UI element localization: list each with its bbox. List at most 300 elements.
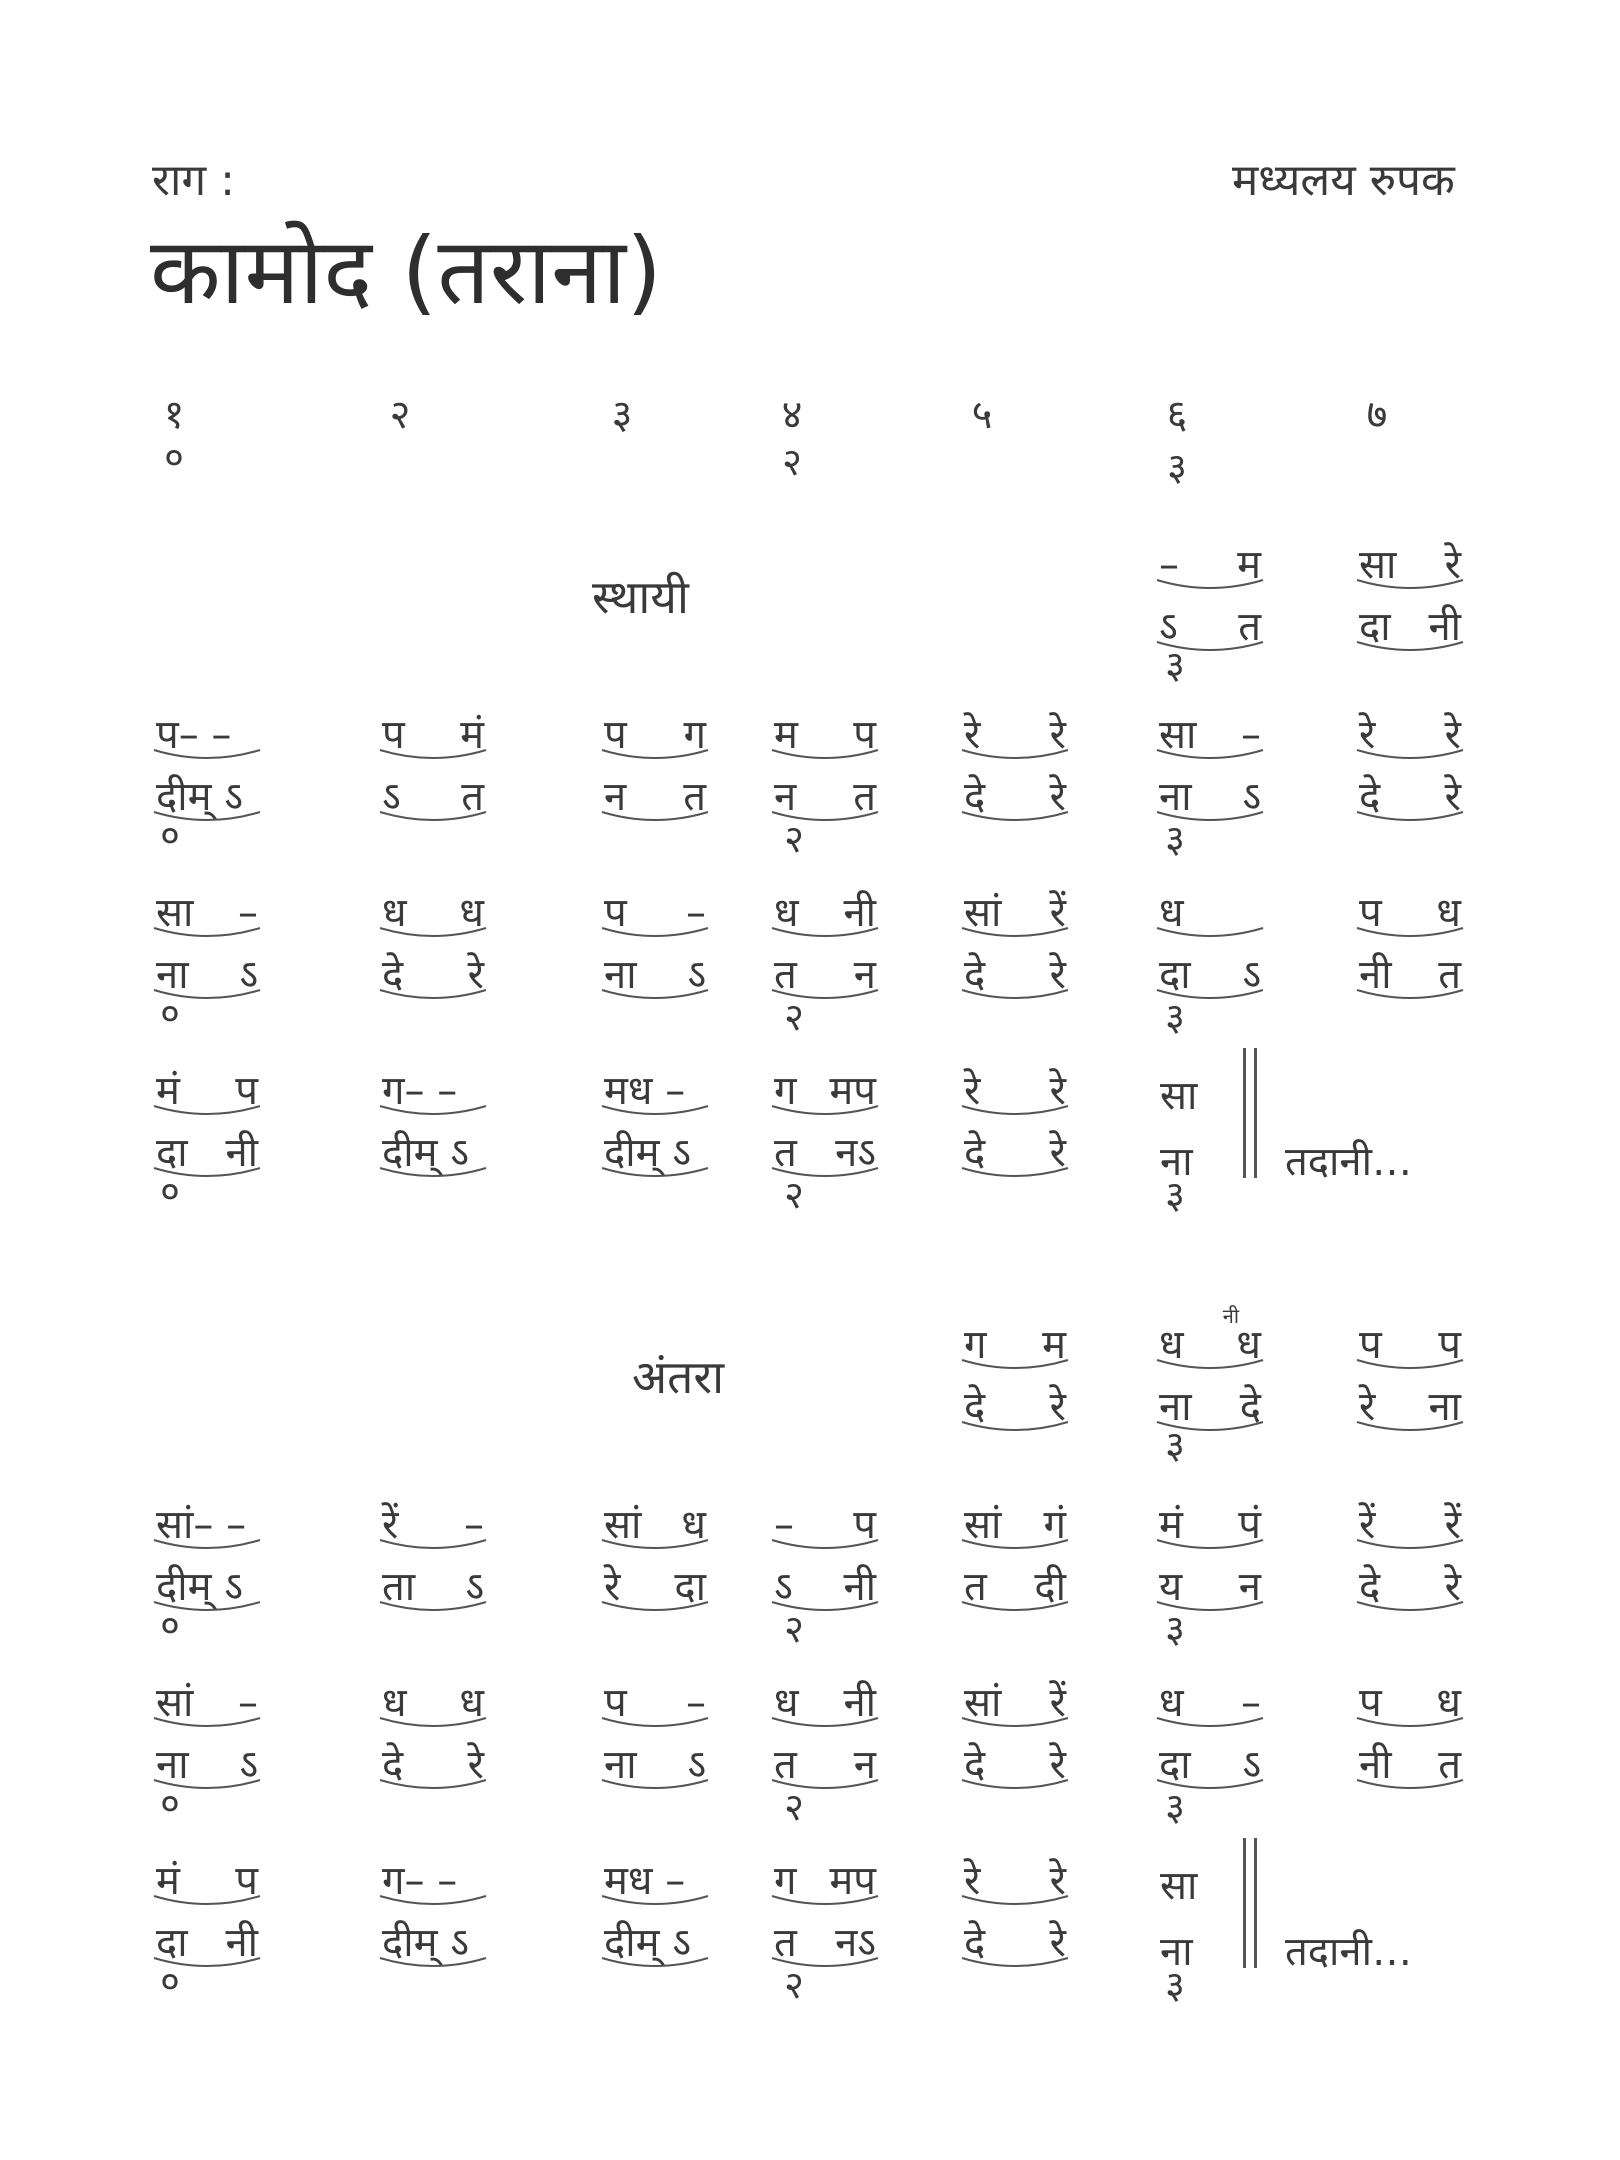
swar-cell-left: ग xyxy=(774,1068,797,1114)
bol-cell-left: रे xyxy=(1359,1384,1376,1430)
meend-arc xyxy=(1155,1714,1265,1732)
swar-cell-left: प xyxy=(382,712,405,758)
bol-cell-left: नी xyxy=(1359,952,1392,998)
bol-cell-left: ना xyxy=(156,952,189,998)
bol-cell-right: रे xyxy=(467,1742,484,1788)
bol-cell-left: दे xyxy=(964,1384,986,1430)
meend-arc xyxy=(378,986,488,1004)
meend-arc xyxy=(152,924,262,942)
sam-bol: ना xyxy=(1160,1929,1193,1975)
bol-cell-right: त xyxy=(1238,604,1261,650)
meend-arc xyxy=(960,1536,1070,1554)
bol-cell-left: दा xyxy=(156,1920,188,1966)
swar-cell xyxy=(770,888,880,944)
grace-note: नी xyxy=(1222,1304,1239,1328)
bol-cell xyxy=(1355,602,1465,658)
swar-cell-left: रें xyxy=(382,1502,399,1548)
bol-cell xyxy=(960,1562,1070,1618)
meend-arc xyxy=(600,1892,710,1910)
swar-cell-right: – xyxy=(686,890,706,936)
meend-arc xyxy=(378,1164,488,1182)
bol-cell-left: ऽ xyxy=(774,1564,793,1610)
bol-cell-right: त xyxy=(853,774,876,820)
meend-arc xyxy=(1355,576,1465,594)
meend-arc xyxy=(600,808,710,826)
bol-cell xyxy=(378,1740,488,1796)
swar-cell-left: मध – xyxy=(604,1858,686,1904)
meend-arc xyxy=(960,1892,1070,1910)
taali-mark: २ xyxy=(784,817,804,861)
swar-cell-right: ध xyxy=(681,1502,706,1548)
meend-arc xyxy=(960,1954,1070,1972)
double-barline xyxy=(1243,1048,1257,1178)
swar-cell-left: ग xyxy=(774,1858,797,1904)
bol-cell xyxy=(960,772,1070,828)
sam-bol: ना xyxy=(1160,1139,1193,1185)
meend-arc xyxy=(960,1418,1070,1436)
bol-cell-right: ऽ xyxy=(687,952,706,998)
swar-cell-left: ध xyxy=(774,890,799,936)
swar-cell-right: – xyxy=(238,890,258,936)
bol-cell-right: ऽ xyxy=(239,1742,258,1788)
bol-cell-right: ऽ xyxy=(1242,1742,1261,1788)
taali-mark: २ xyxy=(782,440,802,484)
meend-arc xyxy=(378,1102,488,1120)
bol-cell xyxy=(960,1740,1070,1796)
swar-cell-right: रें xyxy=(1444,1502,1461,1548)
swar-cell xyxy=(770,710,880,766)
swar-cell xyxy=(378,1856,488,1912)
bol-cell-left: दे xyxy=(382,952,404,998)
bol-cell-left: ना xyxy=(604,1742,637,1788)
swar-cell xyxy=(1355,1678,1465,1734)
swar-cell-left: रे xyxy=(964,1858,981,1904)
bol-cell-right: न xyxy=(853,1742,876,1788)
swar-cell xyxy=(1355,540,1465,596)
sthayi-title: स्थायी xyxy=(592,570,689,624)
bol-cell-left: रे xyxy=(604,1564,621,1610)
bol-cell-left: दा xyxy=(156,1130,188,1176)
bol-cell-right: नी xyxy=(1428,604,1461,650)
swar-cell xyxy=(770,1678,880,1734)
bol-cell-right: नी xyxy=(843,1564,876,1610)
bol-cell-left: त xyxy=(774,1130,797,1176)
swar-cell-left: प xyxy=(604,890,627,936)
bol-cell-right: ऽ xyxy=(465,1564,484,1610)
swar-cell-right: – xyxy=(1241,1680,1261,1726)
bol-cell-right: ऽ xyxy=(239,952,258,998)
bol-cell-right: ऽ xyxy=(1242,774,1261,820)
swar-cell-left: सा xyxy=(1159,712,1197,758)
meend-arc xyxy=(1155,746,1265,764)
swar-cell-right: ध xyxy=(459,890,484,936)
taal-name: मध्यलय रुपक xyxy=(1232,155,1455,206)
bol-cell-right: दी xyxy=(1034,1564,1066,1610)
swar-cell-left: ध xyxy=(1159,890,1184,936)
swar-cell xyxy=(960,710,1070,766)
meend-arc xyxy=(378,924,488,942)
swar-cell-right: रे xyxy=(1049,712,1066,758)
meend-arc xyxy=(960,1356,1070,1374)
taali-mark: ० xyxy=(160,1781,180,1825)
swar-cell-right: रे xyxy=(1444,542,1461,588)
swar-cell-left: म xyxy=(774,712,798,758)
repeat-cue: तदानी… xyxy=(1285,1929,1412,1975)
swar-cell-right: रें xyxy=(1049,1680,1066,1726)
bol-cell xyxy=(1355,1562,1465,1618)
bol-cell-right: रे xyxy=(1049,1130,1066,1176)
taali-mark: ० xyxy=(160,991,180,1035)
meend-arc xyxy=(770,924,880,942)
meend-arc xyxy=(960,808,1070,826)
swar-cell-left: – xyxy=(1159,542,1179,588)
swar-cell xyxy=(1355,710,1465,766)
meend-arc xyxy=(378,1598,488,1616)
meend-arc xyxy=(152,1714,262,1732)
swar-cell-left: ध xyxy=(382,890,407,936)
meend-arc xyxy=(600,1714,710,1732)
bol-cell-left: दे xyxy=(964,1742,986,1788)
taali-mark: ३ xyxy=(1165,995,1185,1039)
beat-number: ३ xyxy=(611,392,633,438)
meend-arc xyxy=(600,1954,710,1972)
bol-cell-right: नी xyxy=(225,1130,258,1176)
taali-mark: २ xyxy=(784,1173,804,1217)
swar-cell-left: सां xyxy=(964,890,1002,936)
bol-cell-left: ना xyxy=(156,1742,189,1788)
bol-cell xyxy=(600,1918,710,1974)
meend-arc xyxy=(770,1892,880,1910)
meend-arc xyxy=(600,1102,710,1120)
bol-cell-left: दीम् ऽ xyxy=(156,1564,243,1610)
swar-cell-left: प xyxy=(604,712,627,758)
taali-mark: ३ xyxy=(1165,1173,1185,1217)
meend-arc xyxy=(1355,1536,1465,1554)
taali-mark: ३ xyxy=(1165,1607,1185,1651)
swar-cell-left: ध xyxy=(382,1680,407,1726)
meend-arc xyxy=(600,924,710,942)
swar-cell xyxy=(960,1500,1070,1556)
swar-cell-right: म xyxy=(1237,542,1261,588)
double-barline xyxy=(1243,1838,1257,1968)
swar-cell xyxy=(600,888,710,944)
meend-arc xyxy=(960,986,1070,1004)
sam-swar: सा xyxy=(1160,1863,1198,1909)
bol-cell xyxy=(378,950,488,1006)
swar-cell xyxy=(1155,1304,1265,1376)
bol-cell-right: नी xyxy=(225,1920,258,1966)
swar-cell-right: ध xyxy=(1436,1680,1461,1726)
swar-cell xyxy=(1155,1678,1265,1734)
meend-arc xyxy=(1155,1536,1265,1554)
swar-cell-left: रे xyxy=(1359,712,1376,758)
swar-cell-left: सां– – xyxy=(156,1502,247,1548)
taali-mark: ३ xyxy=(1165,1785,1185,1829)
swar-cell xyxy=(152,1678,262,1734)
bol-cell-right: रे xyxy=(1444,1564,1461,1610)
swar-cell xyxy=(770,1066,880,1122)
meend-arc xyxy=(378,746,488,764)
bol-cell-right: ऽ xyxy=(687,1742,706,1788)
swar-cell-left: प xyxy=(1359,1680,1382,1726)
swar-cell xyxy=(1155,710,1265,766)
taali-mark: ३ xyxy=(1165,817,1185,861)
meend-arc xyxy=(1355,638,1465,656)
swar-cell-right: गं xyxy=(1043,1502,1066,1548)
meend-arc xyxy=(152,1892,262,1910)
taali-mark: २ xyxy=(784,1785,804,1829)
bol-cell-right: न xyxy=(853,952,876,998)
swar-cell-left: ग– – xyxy=(382,1068,458,1114)
meend-arc xyxy=(1355,1418,1465,1436)
repeat-cue: तदानी… xyxy=(1285,1139,1412,1185)
taali-mark: ३ xyxy=(1165,1963,1185,2007)
bol-cell-left: ता xyxy=(382,1564,416,1610)
raag-title: कामोद (तराना) xyxy=(150,218,662,325)
meend-arc xyxy=(378,1536,488,1554)
bol-cell xyxy=(960,1918,1070,1974)
meend-arc xyxy=(770,746,880,764)
swar-cell-right: – xyxy=(238,1680,258,1726)
meend-arc xyxy=(152,746,262,764)
taali-mark: ० xyxy=(164,435,184,479)
swar-cell-left: प xyxy=(604,1680,627,1726)
swar-cell-right: मप xyxy=(829,1068,876,1114)
bol-cell xyxy=(600,772,710,828)
swar-cell-left: सां xyxy=(156,1680,194,1726)
swar-cell xyxy=(770,1500,880,1556)
swar-cell-right: मं xyxy=(460,712,484,758)
bol-cell-left: ना xyxy=(1159,774,1192,820)
swar-cell xyxy=(600,1678,710,1734)
meend-arc xyxy=(1355,986,1465,1004)
bol-cell xyxy=(1355,772,1465,828)
bol-cell-left: दीम् ऽ xyxy=(604,1920,691,1966)
swar-cell xyxy=(960,1678,1070,1734)
meend-arc xyxy=(960,1102,1070,1120)
swar-cell-right: – xyxy=(1241,712,1261,758)
bol-cell-left: ना xyxy=(1159,1384,1192,1430)
bol-cell-right: रे xyxy=(1049,952,1066,998)
swar-cell xyxy=(152,1066,262,1122)
swar-cell xyxy=(1355,1320,1465,1376)
swar-cell xyxy=(1355,1500,1465,1556)
meend-arc xyxy=(1355,746,1465,764)
swar-cell-right: मप xyxy=(829,1858,876,1904)
bol-cell xyxy=(600,1128,710,1184)
swar-cell xyxy=(378,888,488,944)
swar-cell xyxy=(152,888,262,944)
bol-cell-right: रे xyxy=(467,952,484,998)
swar-cell xyxy=(600,1856,710,1912)
taali-mark: २ xyxy=(784,995,804,1039)
swar-cell-left: मं xyxy=(156,1858,180,1904)
meend-arc xyxy=(960,1598,1070,1616)
meend-arc xyxy=(960,1164,1070,1182)
bol-cell-right: त xyxy=(461,774,484,820)
beat-number: ६ xyxy=(1166,392,1188,438)
bol-cell-left: न xyxy=(604,774,627,820)
taali-mark: ० xyxy=(160,1169,180,1213)
meend-arc xyxy=(960,924,1070,942)
swar-cell-left: रें xyxy=(1359,1502,1376,1548)
meend-arc xyxy=(378,808,488,826)
meend-arc xyxy=(770,1536,880,1554)
bol-cell-left: दीम् ऽ xyxy=(156,774,243,820)
beat-number: २ xyxy=(389,392,411,438)
bol-cell-right: रे xyxy=(1049,1920,1066,1966)
swar-cell-right: नी xyxy=(843,890,876,936)
meend-arc xyxy=(600,1776,710,1794)
swar-cell xyxy=(1155,888,1265,944)
bol-cell xyxy=(600,1562,710,1618)
swar-cell-right: रे xyxy=(1049,1858,1066,1904)
meend-arc xyxy=(1155,1356,1265,1374)
meend-arc xyxy=(1355,924,1465,942)
swar-cell xyxy=(770,1856,880,1912)
taali-mark: ० xyxy=(160,1603,180,1647)
swar-cell xyxy=(152,710,262,766)
bol-cell-left: ऽ xyxy=(1159,604,1178,650)
taali-mark: ३ xyxy=(1165,643,1185,687)
taali-mark: २ xyxy=(784,1963,804,2007)
bol-cell-left: दे xyxy=(964,1130,986,1176)
meend-arc xyxy=(600,1598,710,1616)
bol-cell-right: दा xyxy=(674,1564,706,1610)
bol-cell-right: ऽ xyxy=(1242,952,1261,998)
taali-mark: २ xyxy=(784,1607,804,1651)
taali-mark: ० xyxy=(160,1959,180,2003)
swar-cell-left: ध xyxy=(1159,1322,1184,1368)
bol-cell xyxy=(600,1740,710,1796)
swar-cell xyxy=(960,1856,1070,1912)
bol-cell-left: त xyxy=(964,1564,987,1610)
bol-cell-left: दा xyxy=(1159,1742,1191,1788)
bol-cell-left: दीम् ऽ xyxy=(382,1920,469,1966)
swar-cell-left: सा xyxy=(1359,542,1397,588)
swar-cell xyxy=(1355,888,1465,944)
meend-arc xyxy=(1155,576,1265,594)
bol-cell-right: ना xyxy=(1428,1384,1461,1430)
bol-cell-right: त xyxy=(683,774,706,820)
bol-cell-right: त xyxy=(1438,952,1461,998)
sam-swar: सा xyxy=(1160,1073,1198,1119)
swar-cell-left: रे xyxy=(964,712,981,758)
bol-cell xyxy=(960,1128,1070,1184)
swar-cell-right: नी xyxy=(843,1680,876,1726)
taali-mark: ० xyxy=(160,813,180,857)
bol-cell-left: ना xyxy=(604,952,637,998)
bol-cell-left: दा xyxy=(1159,952,1191,998)
swar-cell-left: सा xyxy=(156,890,194,936)
swar-cell-right: प xyxy=(235,1858,258,1904)
swar-cell xyxy=(600,710,710,766)
meend-arc xyxy=(152,1102,262,1120)
swar-cell xyxy=(378,1678,488,1734)
beat-number: ४ xyxy=(781,392,803,438)
bol-cell xyxy=(600,950,710,1006)
meend-arc xyxy=(1355,1714,1465,1732)
bol-cell xyxy=(960,950,1070,1006)
meend-arc xyxy=(600,1164,710,1182)
meend-arc xyxy=(770,1714,880,1732)
swar-cell-left: मं xyxy=(156,1068,180,1114)
raag-label: राग : xyxy=(152,155,235,206)
bol-cell-left: त xyxy=(774,1742,797,1788)
meend-arc xyxy=(378,1892,488,1910)
swar-cell-left: ग– – xyxy=(382,1858,458,1904)
meend-arc xyxy=(1155,924,1265,942)
swar-cell xyxy=(152,1856,262,1912)
bol-cell-right: रे xyxy=(1444,774,1461,820)
meend-arc xyxy=(1355,1598,1465,1616)
bol-cell xyxy=(1355,1740,1465,1796)
swar-cell-right: म xyxy=(1042,1322,1066,1368)
meend-arc xyxy=(1355,808,1465,826)
bol-cell xyxy=(1355,1382,1465,1438)
meend-arc xyxy=(600,746,710,764)
bol-cell-left: नी xyxy=(1359,1742,1392,1788)
beat-number: ५ xyxy=(971,392,993,438)
swar-cell-right: – xyxy=(686,1680,706,1726)
bol-cell-left: त xyxy=(774,1920,797,1966)
bol-cell-left: दे xyxy=(1359,774,1381,820)
swar-cell-right: प xyxy=(853,712,876,758)
swar-cell-right: प xyxy=(235,1068,258,1114)
taali-mark: ३ xyxy=(1165,1423,1185,1467)
bol-cell-left: दे xyxy=(1359,1564,1381,1610)
swar-cell-left: प xyxy=(1359,1322,1382,1368)
bol-cell xyxy=(378,1128,488,1184)
meend-arc xyxy=(960,746,1070,764)
swar-cell-left: प xyxy=(1359,890,1382,936)
swar-cell xyxy=(152,1500,262,1556)
swar-cell xyxy=(1155,1500,1265,1556)
bol-cell-right: न xyxy=(1238,1564,1261,1610)
bol-cell-left: दे xyxy=(964,774,986,820)
swar-cell-left: – xyxy=(774,1502,794,1548)
swar-cell-left: मध – xyxy=(604,1068,686,1114)
swar-cell xyxy=(960,1066,1070,1122)
swar-cell xyxy=(1155,540,1265,596)
swar-cell-right: पं xyxy=(1238,1502,1261,1548)
bol-cell-left: ऽ xyxy=(382,774,401,820)
bol-cell-left: त xyxy=(774,952,797,998)
swar-cell xyxy=(378,710,488,766)
swar-cell-right: रे xyxy=(1049,1068,1066,1114)
bol-cell-left: दीम् ऽ xyxy=(382,1130,469,1176)
beat-number: १ xyxy=(163,392,185,438)
swar-cell-right: ग xyxy=(683,712,706,758)
swar-cell-right: ध xyxy=(1436,890,1461,936)
bol-cell-right: रे xyxy=(1049,1742,1066,1788)
swar-cell-left: सां xyxy=(964,1502,1002,1548)
bol-cell-left: न xyxy=(774,774,797,820)
meend-arc xyxy=(378,1954,488,1972)
swar-cell-right: प xyxy=(853,1502,876,1548)
swar-cell xyxy=(600,1500,710,1556)
bol-cell xyxy=(960,1382,1070,1438)
bol-cell xyxy=(1355,950,1465,1006)
swar-cell-right: प xyxy=(1438,1322,1461,1368)
swar-cell-right: रें xyxy=(1049,890,1066,936)
swar-cell-left: ग xyxy=(964,1322,987,1368)
swar-cell-right: – xyxy=(464,1502,484,1548)
swar-cell-left: ध xyxy=(774,1680,799,1726)
swar-cell-left: सां xyxy=(604,1502,642,1548)
swar-cell xyxy=(960,1320,1070,1376)
meend-arc xyxy=(1355,1776,1465,1794)
